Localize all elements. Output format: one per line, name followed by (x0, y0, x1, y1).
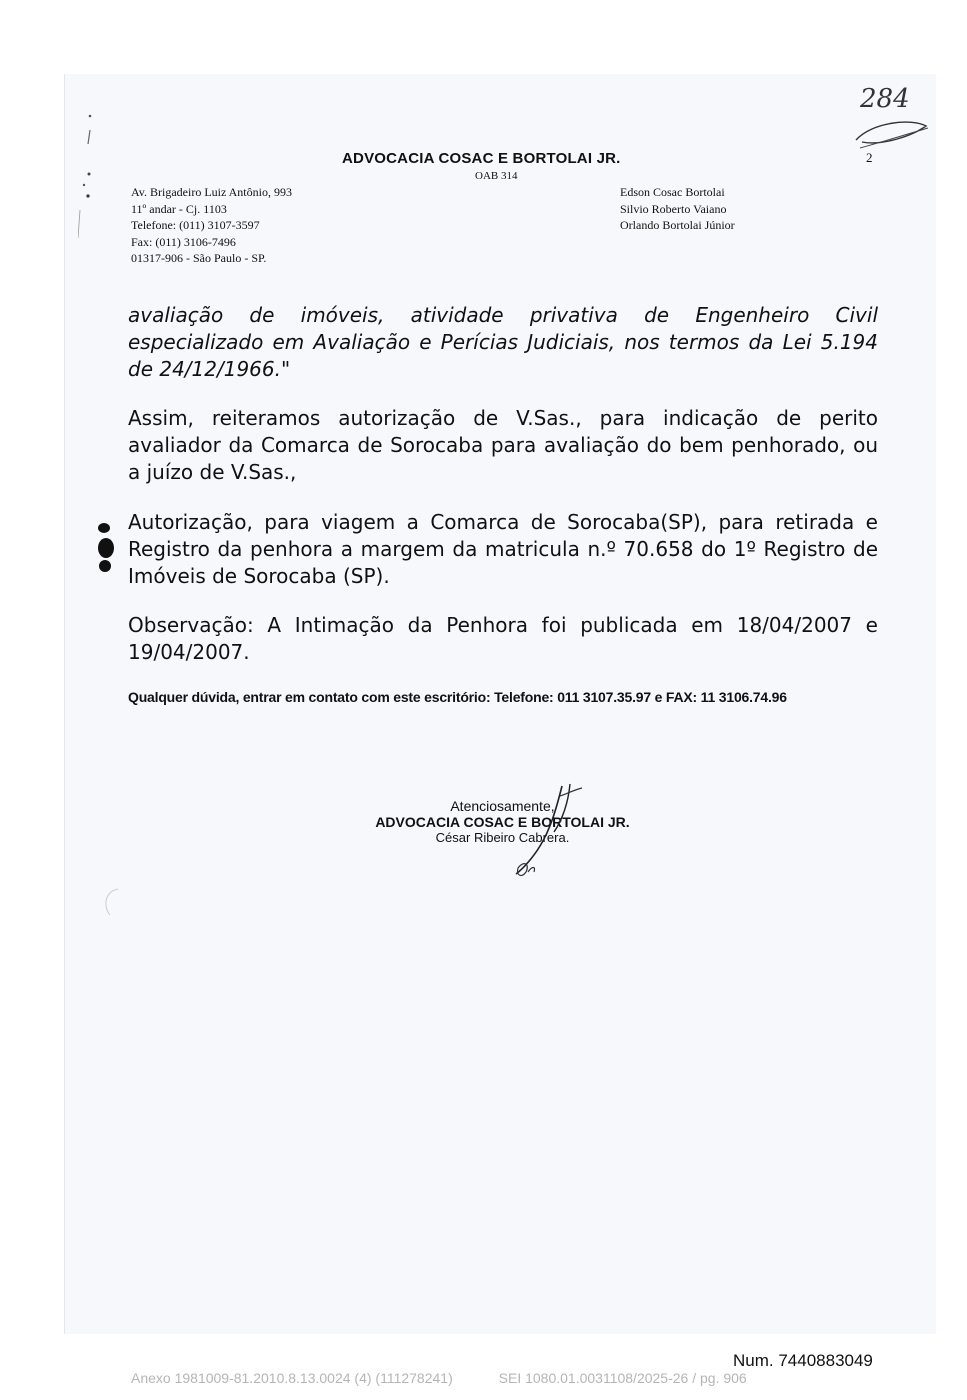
partner-name: Edson Cosac Bortolai (620, 185, 725, 199)
ink-blot-mark (94, 518, 124, 576)
faint-scan-ring (100, 885, 130, 921)
firm-address (131, 184, 292, 267)
annex-footer (131, 1370, 747, 1386)
address-line: Fax: (011) 3106-7496 (131, 234, 236, 249)
address-line: Telefone: (011) 3107-3597 (131, 218, 260, 232)
closing-block (370, 798, 635, 845)
folio-stamp: 284 (860, 84, 910, 114)
address-line: Av. Brigadeiro Luiz Antônio, 993 (131, 185, 292, 199)
closing-firm-name: ADVOCACIA COSAC E BORTOLAI JR. (375, 814, 630, 830)
partner-name: Silvio Roberto Vaiano (620, 201, 727, 216)
signer-name: César Ribeiro Cabrera. (435, 830, 570, 845)
handwritten-signature (510, 780, 590, 880)
body-paragraph-2: Assim, reiteramos autorização de V.Sas., para indicação de perito avaliador da Comarca de Sorocaba para avaliação do bem penhorado, ou a juízo de V.Sas., (128, 406, 878, 484)
partner-list (620, 184, 735, 234)
body-paragraph-4: Observação: A Intimação da Penhora foi publicada em 18/04/2007 e 19/04/2007. (128, 613, 878, 664)
contact-line: Qualquer dúvida, entrar em contato com este escritório: Telefone: 011 3107.35.97 e FAX: 11 3106.74.96 (128, 689, 787, 705)
firm-name-header: ADVOCACIA COSAC E BORTOLAI JR. (342, 150, 621, 167)
sei-reference: SEI 1080.01.0031108/2025-26 / pg. 906 (498, 1370, 747, 1386)
document-number: Num. 7440883049 (733, 1351, 873, 1370)
address-line: 11º andar - Cj. 1103 (131, 201, 227, 216)
partner-name: Orlando Bortolai Júnior (620, 218, 735, 232)
address-line: 01317-906 - São Paulo - SP. (131, 251, 267, 265)
margin-scan-marks (78, 110, 118, 250)
body-paragraph-3: Autorização, para viagem a Comarca de Sorocaba(SP), para retirada e Registro da penhora a margem da matricula n.º 70.658 do 1º Registro de Imóveis de Sorocaba (SP). (128, 510, 878, 588)
page-number: 2 (866, 150, 873, 165)
folio-stamp-scribble (852, 112, 932, 152)
annex-reference: Anexo 1981009-81.2010.8.13.0024 (4) (111278241) (131, 1370, 453, 1386)
body-paragraph-1: avaliação de imóveis, atividade privativa de Engenheiro Civil especializado em Avaliação e Perícias Judiciais, nos termos da Lei 5.194 de 24/12/1966." (128, 303, 878, 381)
closing-salutation: Atenciosamente, (450, 798, 555, 814)
oab-number: OAB 314 (475, 170, 518, 182)
